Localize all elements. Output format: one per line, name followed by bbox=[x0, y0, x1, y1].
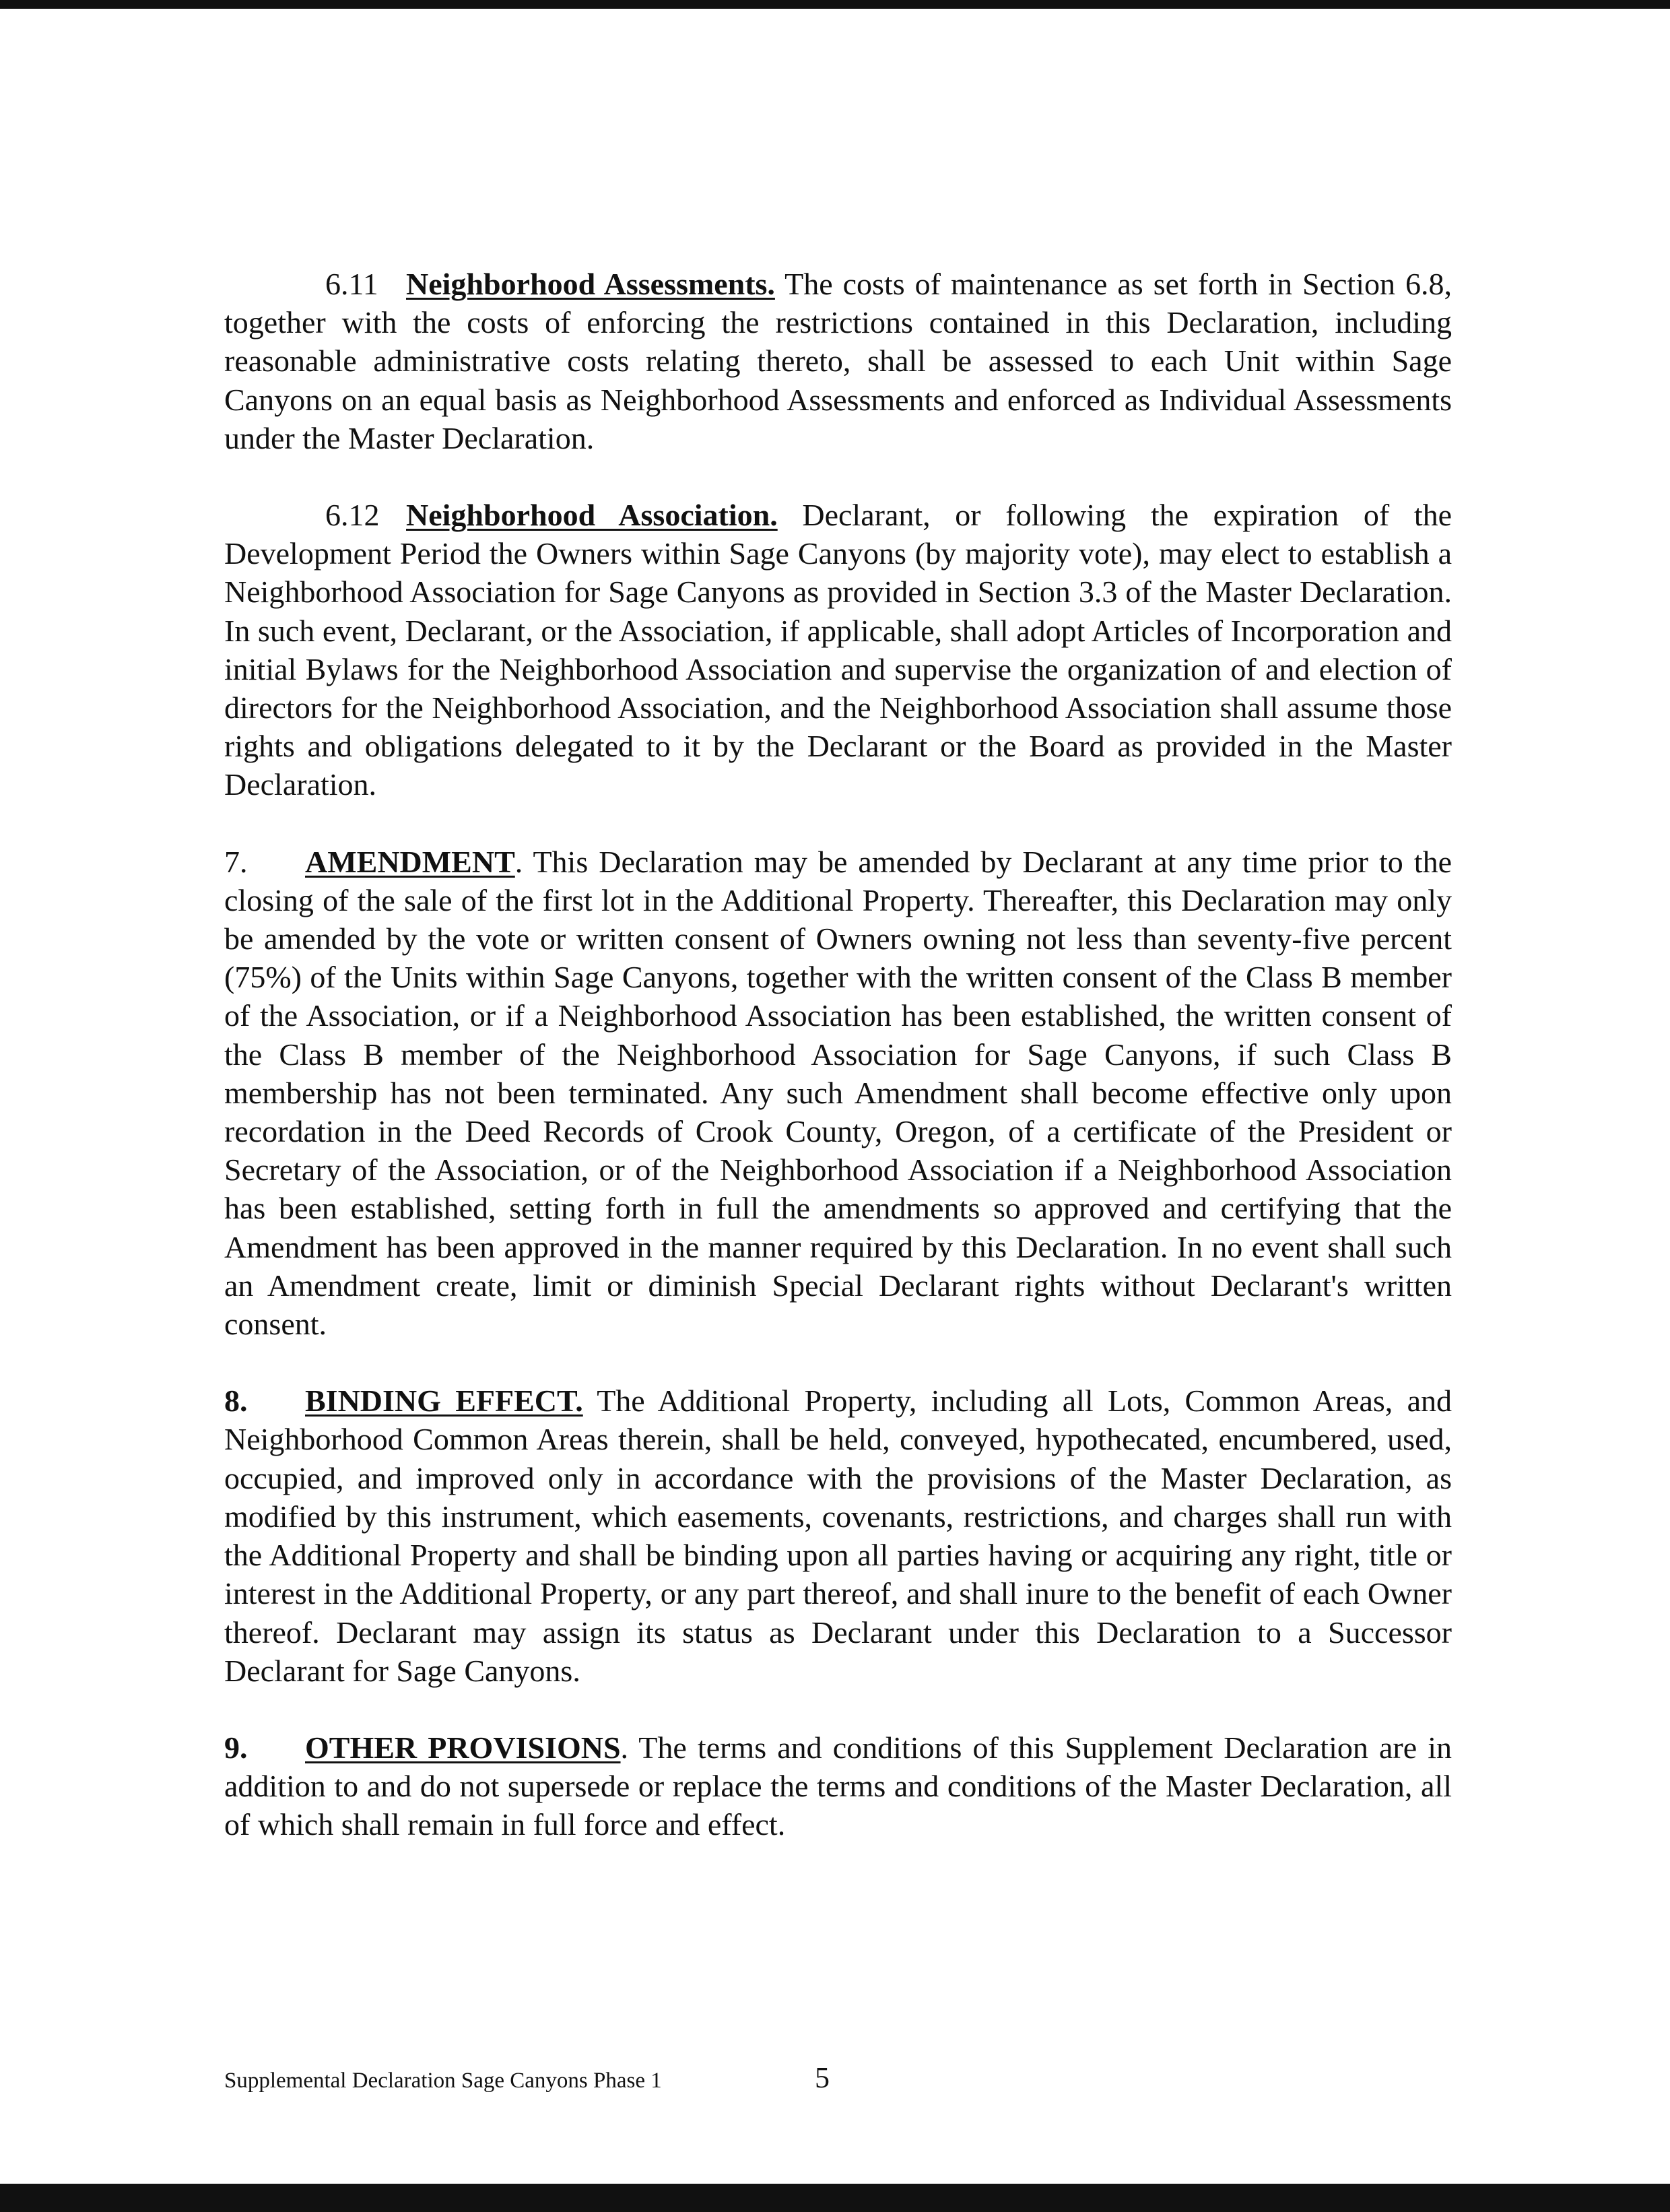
section-number: 6.11 bbox=[325, 267, 378, 301]
section-7 bbox=[224, 843, 1452, 1344]
section-number: 8. bbox=[224, 1384, 248, 1419]
section-6-11 bbox=[224, 265, 1452, 457]
document-body bbox=[224, 265, 1452, 1844]
section-8 bbox=[224, 1381, 1452, 1690]
section-heading: OTHER PROVISIONS bbox=[305, 1730, 621, 1765]
section-heading: Neighborhood Association. bbox=[406, 498, 778, 533]
section-heading: BINDING EFFECT. bbox=[305, 1384, 583, 1419]
section-heading: Neighborhood Assessments. bbox=[406, 267, 775, 301]
section-heading: AMENDMENT bbox=[305, 844, 515, 879]
section-number: 9. bbox=[224, 1730, 248, 1765]
section-text: . This Declaration may be amended by Declarant at any time prior to the closing of the sale of the first lot in the Additional Property. Thereafter, this Declaration may only be amended by the vote or written consent of Owners owning not less than seventy-five percent (75%) of the Units within Sage Canyons, together with the written consent of the Class B member of the Association, or if a Neighborhood Association has been established, the written consent of the Class B member of the Neighborhood Association for Sage Canyons, if such Class B membership has not been terminated. Any such Amendment shall become effective only upon recordation in the Deed Records of Crook County, Oregon, of a certificate of the President or Secretary of the Association, or of the Neighborhood Association if a Neighborhood Association has been established, setting forth in full the amendments so approved and certifying that the Amendment has been approved in the manner required by this Declaration. In no event shall such an Amendment create, limit or diminish Special Declarant rights without Declarant's written consent. bbox=[224, 844, 1452, 1342]
top-scan-border bbox=[0, 0, 1670, 9]
page-number: 5 bbox=[815, 2061, 830, 2094]
section-number: 7. bbox=[224, 844, 248, 879]
section-9 bbox=[224, 1728, 1452, 1844]
bottom-scan-border bbox=[0, 2184, 1670, 2212]
section-text: The costs of maintenance as set forth in Section 6.8, together with the costs of enforcing the restrictions contained in this Declaration, including reasonable administrative costs relating thereto, shall be assessed to each Unit within Sage Canyons on an equal basis as Neighborhood Assessments and enforced as Individual Assessments under the Master Declaration. bbox=[224, 267, 1452, 455]
section-text: The Additional Property, including all Lots, Common Areas, and Neighborhood Common Areas therein, shall be held, conveyed, hypothecated, encumbered, used, occupied, and improved only in accordance with the provisions of the Master Declaration, as modified by this instrument, which easements, covenants, restrictions, and charges shall run with the Additional Property and shall be binding upon all parties having or acquiring any right, title or interest in the Additional Property, or any part thereof, and shall inure to the benefit of each Owner thereof. Declarant may assign its status as Declarant under this Declaration to a Successor Declarant for Sage Canyons. bbox=[224, 1384, 1452, 1688]
section-6-12 bbox=[224, 496, 1452, 804]
section-number: 6.12 bbox=[325, 498, 380, 533]
section-text: . The terms and conditions of this Supplement Declaration are in addition to and do not supersede or replace the terms and conditions of the Master Declaration, all of which shall remain in full force and effect. bbox=[224, 1730, 1452, 1842]
footer-title: Supplemental Declaration Sage Canyons Phase 1 bbox=[224, 2069, 662, 2093]
section-text: Declarant, or following the expiration of the Development Period the Owners within Sage Canyons (by majority vote), may elect to establish a Neighborhood Association for Sage Canyons as provided in Section 3.3 of the Master Declaration. In such event, Declarant, or the Association, if applicable, shall adopt Articles of Incorporation and initial Bylaws for the Neighborhood Association and supervise the organization of and election of directors for the Neighborhood Association, and the Neighborhood Association shall assume those rights and obligations delegated to it by the Declarant or the Board as provided in the Master Declaration. bbox=[224, 498, 1452, 802]
